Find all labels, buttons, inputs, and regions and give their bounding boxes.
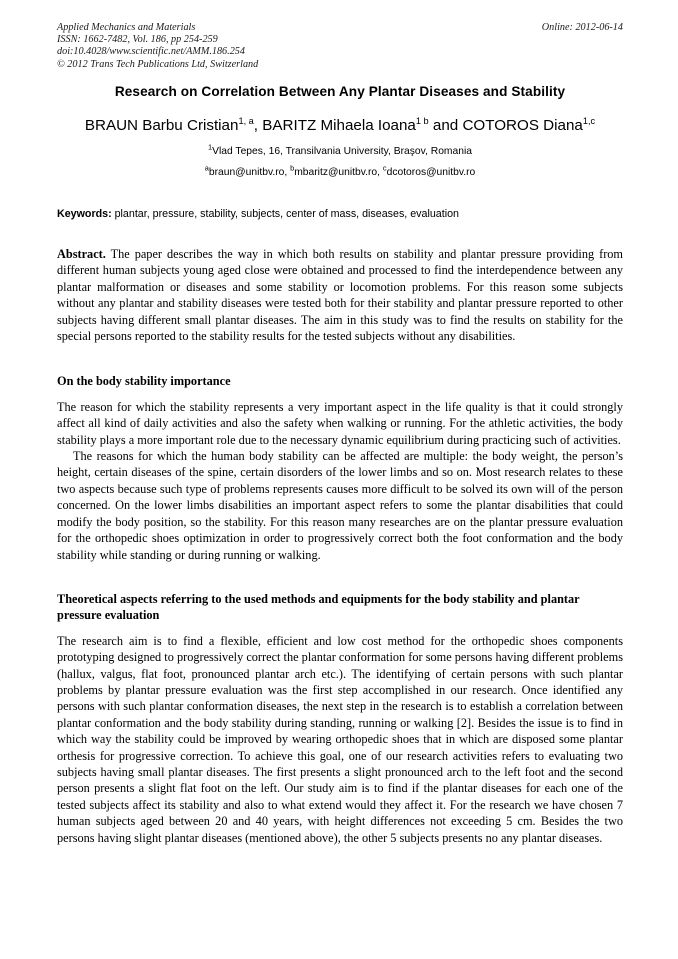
- journal-online-date: Online: 2012-06-14: [541, 22, 623, 33]
- author-affil-marker-3: 1,c: [582, 115, 596, 126]
- email-address-a: braun@unitbv.ro,: [208, 167, 291, 178]
- journal-copyright: © 2012 Trans Tech Publications Ltd, Switzerland: [57, 58, 259, 70]
- author-emails: [57, 163, 623, 180]
- author-name-2: BARITZ Mihaela Ioana: [262, 117, 416, 134]
- page-title: Research on Correlation Between Any Plantar Diseases and Stability: [114, 84, 566, 99]
- abstract-paragraph: [57, 246, 623, 344]
- author-affil-marker-2: 1 b: [415, 115, 429, 126]
- author-separator-1: ,: [253, 117, 263, 134]
- journal-doi: doi:10.4028/www.scientific.net/AMM.186.254: [57, 46, 245, 58]
- journal-header: [57, 22, 623, 72]
- affiliation-marker: 1: [208, 142, 213, 152]
- author-name-3: COTOROS Diana: [462, 117, 583, 134]
- affiliation-text: Vlad Tepes, 16, Transilvania University, Braşov, Romania: [212, 146, 472, 157]
- author-list: [57, 116, 623, 135]
- journal-issn: ISSN: 1662-7482, Vol. 186, pp 254-259: [57, 34, 218, 46]
- email-marker-b: b: [290, 163, 295, 173]
- author-conjunction: and: [428, 117, 463, 134]
- keywords-label: Keywords:: [57, 208, 112, 220]
- journal-header-left: [57, 22, 477, 71]
- journal-name: Applied Mechanics and Materials: [57, 22, 196, 33]
- page-content: [57, 22, 623, 846]
- author-name-1: BRAUN Barbu Cristian: [84, 117, 239, 134]
- email-marker-c: c: [382, 163, 387, 173]
- keywords-values: plantar, pressure, stability, subjects, center of mass, diseases, evaluation: [111, 208, 459, 220]
- keywords-line: [57, 207, 623, 221]
- abstract-text: The paper describes the way in which both results on stability and plantar pressure providing from different human subjects young aged close were obtained and processed to find the interdependence between any plantar malformation or diseases and some stability or locomotion problems. For this reason some subjects without any plantar and stability diseases were tested both for their stability and plantar pressure reported to other subjects having different small plantar diseases. The aim in this study was to find the results on stability for the special persons reported to the stability results for the tested subjects without any disabilities.: [57, 247, 623, 344]
- section2-paragraph-1: The research aim is to find a flexible, efficient and low cost method for the orthopedic shoes components prototyping designed to progressively correct the plantar conformation for some persons having different problems (hallux, valgus, flat foot, pronounced plantar arch etc.). The identifying of certain persons with such plantar problems by plantar pressure evaluation was the first step accomplished in our research. Once identified any persons with such plantar conformation diseases, the next step in the research is to establish a correlation between plantar conformation and the body stability during standing, running or walking [2]. Besides the issue is to find in which way the stability could be improved by wearing orthopedic shoes that in which are disposed some plantar orthesis for progressive correction. To achieve this goal, one of our research activities refers to evaluating two subjects having small plantar diseases. The first presents a slight pronounced arch to the left foot and the second person presents a slight flat foot on the left. Our study aim is to find if the plantar diseases for each one of the tested subjects affect its stability and also to what extend would they affect it. For the research we have chosen 7 human subjects aged between 20 and 40 years, with height differences not exceeding 5 cm. Besides the two persons having slight plantar diseases (mentioned above), the other 5 subjects presents no any plantar diseases.: [57, 633, 623, 845]
- email-address-b: mbaritz@unitbv.ro,: [294, 167, 383, 178]
- section-heading-body-stability: On the body stability importance: [57, 374, 231, 389]
- section1-paragraph-1: The reason for which the stability represents a very important aspect in the life quality is that it could strongly affect all kind of daily activities and also the safety when walking or running. For the athletic activities, the body stability plays a more important role due to the necessary dynamic equilibrium during practicing such of activities.: [57, 399, 623, 447]
- abstract-label: Abstract.: [57, 247, 106, 261]
- affiliation-line: [57, 142, 623, 159]
- email-marker-a: a: [204, 163, 209, 173]
- section-heading-theoretical-aspects: Theoretical aspects referring to the used methods and equipments for the body stability and plantar pressure evaluation: [57, 591, 580, 623]
- section1-paragraph-2: The reasons for which the human body stability can be affected are multiple: the body weight, the person’s height, certain diseases of the spine, certain disorders of the lower limbs and so on. Most research relates to these two aspects because such type of problems represents causes more difficult to be solved its own will of the person concerned. On the lower limbs disabilities an important aspect refers to some the plantar disabilities that could modify the body position, so the stability. For this reason many researches are on the plantar pressure evaluation for the orthopedic shoes optimization in order to progressively correct both the foot conformation and the body stability while standing or during running or walking.: [57, 449, 623, 562]
- email-address-c: dcotoros@unitbv.ro: [386, 167, 476, 178]
- author-affil-marker-1: 1, a: [238, 115, 254, 126]
